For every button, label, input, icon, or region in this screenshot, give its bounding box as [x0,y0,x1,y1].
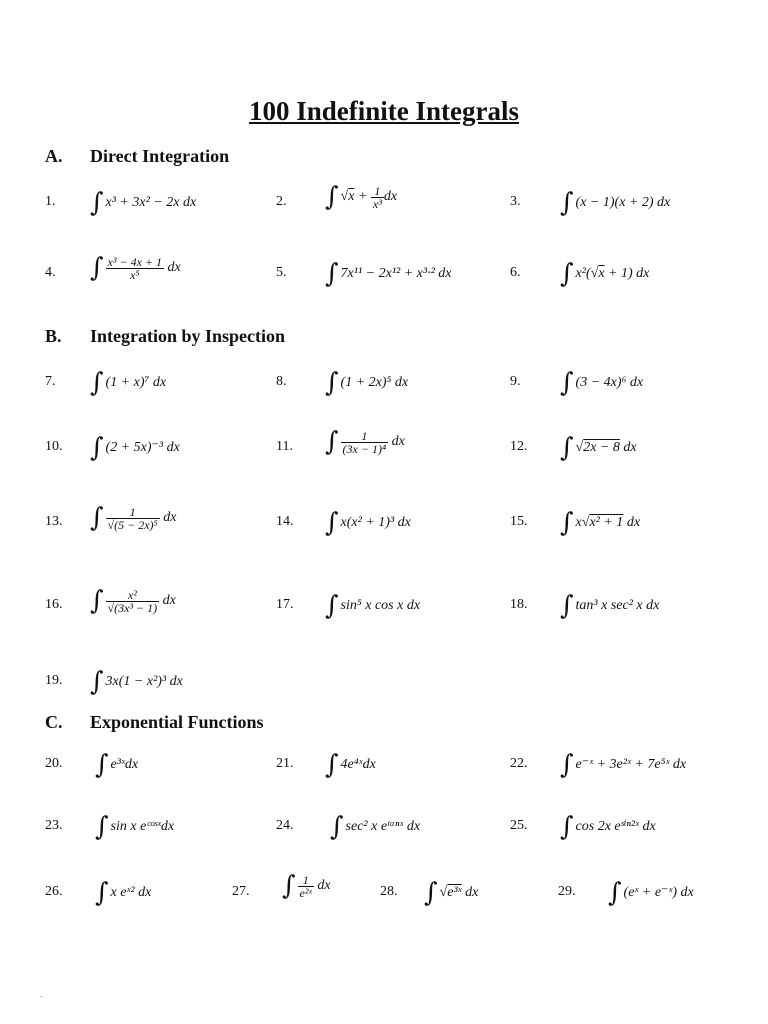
integrand: cos 2x eˢⁱⁿ²ˣ dx [575,819,656,835]
integrand: x eˣ² dx [110,885,152,901]
problem-number: 17. [276,597,294,612]
problem-number: 5. [276,265,287,280]
integral-expression: ∫ 4e⁴ˣdx [325,750,376,780]
differential: dx [623,515,641,531]
integral-expression: ∫ $\frac{1}{\text{√(5 − 2x)⁵}}$ dx [90,503,177,533]
differential: dx [391,434,405,450]
integral-expression: ∫ tan³ x sec² x dx [560,591,660,621]
radicand: x [598,266,605,282]
problem-number: 9. [510,374,521,389]
fraction [106,256,164,281]
differential: dx [461,885,479,901]
integral-expression: ∫ 3x(1 − x²)³ dx [90,667,183,697]
section-title: Integration by Inspection [90,326,286,346]
problem-number: 2. [276,194,287,209]
integral-expression: ∫ sin⁵ x cos x dx [325,591,421,621]
problem-number: 13. [45,514,63,529]
fraction [371,185,384,210]
problem-number: 25. [510,818,528,833]
problem-number: 18. [510,597,528,612]
problem-number: 29. [558,884,576,899]
integral-expression: ∫ 7x¹¹ − 2x¹² + x³·² dx [325,259,452,289]
problem-number: 7. [45,374,56,389]
integral-expression: ∫ $\frac{\text{x³ − 4x + 1}}{\text{x⁵}}$ dx [90,253,181,283]
integral-expression: ∫ (x − 1)(x + 2) dx [560,188,671,218]
section-b-heading [45,326,285,347]
radicand: 2x − 8 [583,440,620,456]
problem-number: 11. [276,439,293,454]
numerator: x³ − 4x + 1 [107,254,162,269]
numerator: 1 [106,506,160,519]
integral-expression: ∫ sin x eᶜᵒˢˣdx [95,812,175,842]
integrand: 4e⁴ˣdx [340,757,376,773]
fraction [106,589,160,614]
integrand: 7x¹¹ − 2x¹² + x³·² dx [340,266,452,282]
section-letter: C. [45,712,63,732]
integral-expression: ∫ $\frac{\text{x²}}{\text{√(3x³ − 1)}}$ dx [90,586,176,616]
differential: dx [162,593,176,609]
section-title: Direct Integration [90,146,230,166]
integrand: tan³ x sec² x dx [575,598,660,614]
integrand: sec² x eᵗᵃⁿˣ dx [345,819,421,835]
integral-expression: ∫ e³ˣdx [95,750,139,780]
problem-number: 16. [45,597,63,612]
integrand: (eˣ + e⁻ˣ) dx [623,885,694,901]
integral-expression: ∫ x√x² + 1 dx [560,508,641,538]
problem-number: 26. [45,884,63,899]
denominator: x⁵ [130,267,140,282]
integrand: 3x(1 − x²)³ dx [105,674,183,690]
differential: dx [317,878,331,894]
section-letter: A. [45,146,63,166]
integrand: (3 − 4x)⁶ dx [575,375,644,391]
problem-number: 21. [276,756,294,771]
denominator: x³ [372,196,382,211]
integral-expression: ∫ (1 + x)⁷ dx [90,368,167,398]
integral-expression: ∫ (3 − 4x)⁶ dx [560,368,644,398]
problem-number: 1. [45,194,56,209]
problem-number: 19. [45,673,63,688]
problem-number: 6. [510,265,521,280]
problem-number: 12. [510,439,528,454]
numerator: x² [106,589,160,602]
integral-expression: ∫ √e³ˣ dx [424,878,479,908]
integrand: e⁻ˣ + 3e²ˣ + 7e⁵ˣ dx [575,757,687,773]
radicand: e³ˣ [447,885,462,901]
integrand: x³ + 3x² − 2x dx [105,195,197,211]
denominator: (3x − 1)⁴ [342,441,387,456]
fraction [298,874,314,899]
scan-artifact [40,996,43,997]
denominator: √(5 − 2x)⁵ [107,517,158,532]
integrand: x(x² + 1)³ dx [340,515,411,531]
problem-number: 22. [510,756,528,771]
numerator: 1 [371,185,384,198]
integral-expression: ∫ cos 2x eˢⁱⁿ²ˣ dx [560,812,656,842]
problem-number: 8. [276,374,287,389]
differential: dx [167,260,181,276]
integrand-suffix: + 1) dx [604,266,650,282]
integral-expression: ∫ x eˣ² dx [95,878,152,908]
integrand: e³ˣdx [110,757,139,773]
problem-number: 24. [276,818,294,833]
integral-expression: ∫ (eˣ + e⁻ˣ) dx [608,878,694,908]
integral-expression: ∫ (1 + 2x)⁵ dx [325,368,409,398]
section-letter: B. [45,326,62,346]
denominator: √(3x³ − 1) [107,600,158,615]
problem-number: 15. [510,514,528,529]
integral-expression: ∫ √2x − 8 dx [560,433,637,463]
denominator: e²ˣ [299,885,312,900]
problem-number: 4. [45,265,56,280]
section-title: Exponential Functions [90,712,264,732]
integral-expression: ∫ x³ + 3x² − 2x dx [90,188,197,218]
problem-number: 3. [510,194,521,209]
integrand-prefix: x²( [575,266,591,282]
integrand: (2 + 5x)⁻³ dx [105,440,180,456]
integrand: (1 + 2x)⁵ dx [340,375,409,391]
numerator: 1 [298,874,314,887]
problem-number: 23. [45,818,63,833]
problem-number: 28. [380,884,398,899]
section-a-heading [45,146,229,167]
section-c-heading [45,712,264,733]
fraction [341,430,389,455]
problem-number: 14. [276,514,294,529]
problem-number: 27. [232,884,250,899]
integral-expression: ∫ x²(√x + 1) dx [560,259,650,289]
radicand: x [348,189,355,205]
integrand: (x − 1)(x + 2) dx [575,195,671,211]
differential: dx [163,510,177,526]
numerator: 1 [341,430,389,443]
differential: dx [619,440,637,456]
integral-expression: ∫ x(x² + 1)³ dx [325,508,411,538]
integral-expression: ∫ $\frac{1}{\text{(3x − 1)⁴}}$ dx [325,427,405,457]
fraction [106,506,160,531]
integral-expression: ∫ $\frac{1}{\text{e²ˣ}}$ dx [282,871,331,901]
page-title: 100 Indefinite Integrals [249,96,519,126]
integral-expression: ∫ sec² x eᵗᵃⁿˣ dx [330,812,421,842]
integrand: sin⁵ x cos x dx [340,598,421,614]
radicand: x² + 1 [589,515,624,531]
problem-number: 10. [45,439,63,454]
integrand-prefix: x [575,515,582,531]
integral-expression: ∫ e⁻ˣ + 3e²ˣ + 7e⁵ˣ dx [560,750,687,780]
problem-number: 20. [45,756,63,771]
integrand: (1 + x)⁷ dx [105,375,167,391]
integral-expression: ∫ √x + $\frac{1}{\text{x³}}$ dx [325,182,398,212]
differential: dx [383,189,398,205]
integrand: sin x eᶜᵒˢˣdx [110,819,175,835]
integral-expression: ∫ (2 + 5x)⁻³ dx [90,433,180,463]
plus-sign: + [357,189,368,205]
